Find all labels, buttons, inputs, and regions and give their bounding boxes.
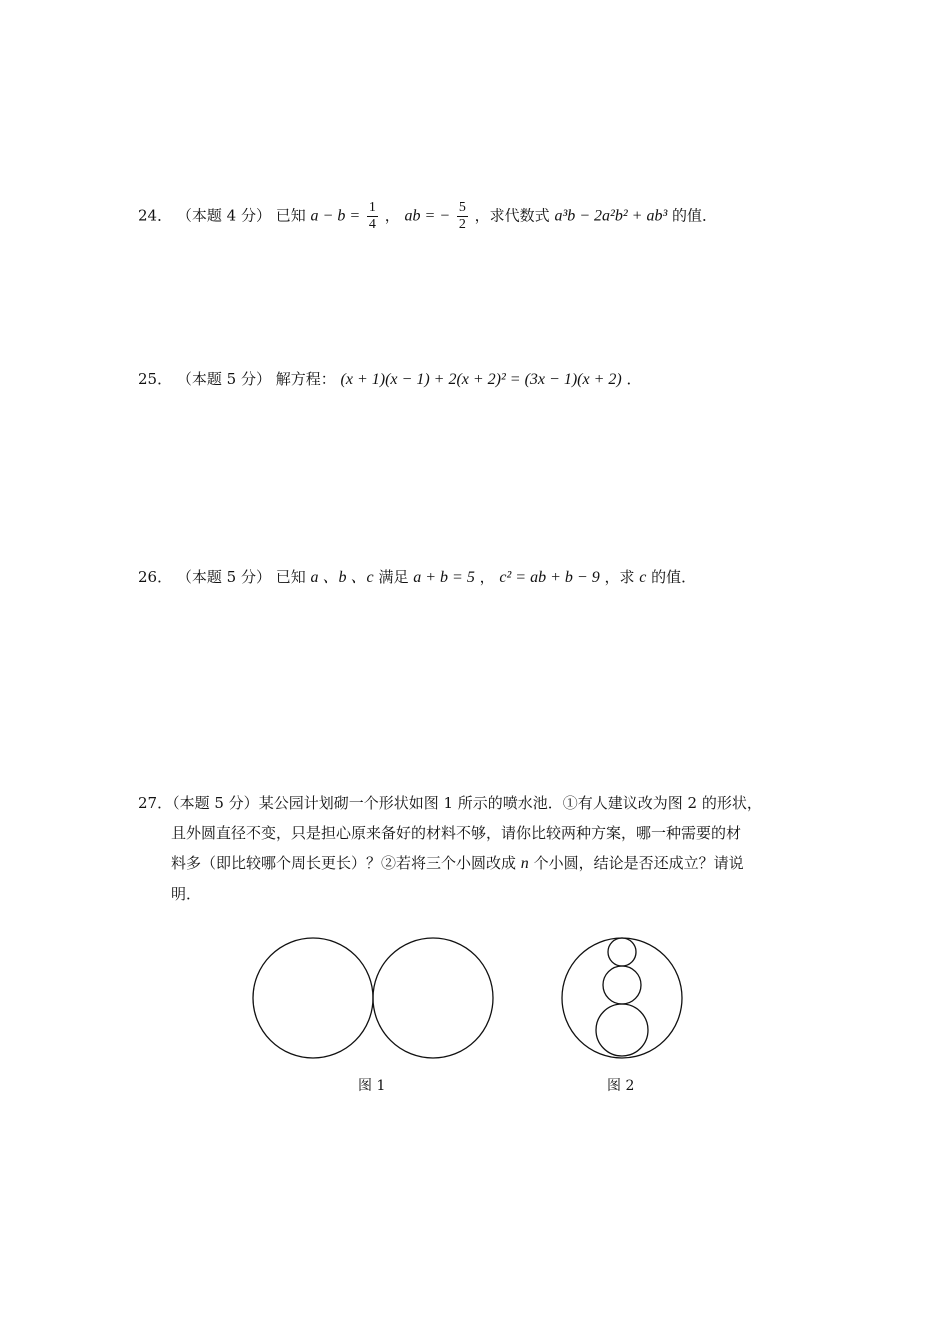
q26-vars: a 、b 、c xyxy=(310,569,374,586)
q27-var-n: n xyxy=(520,855,529,872)
fig2-small-circle-top xyxy=(608,938,636,966)
q26-text-mid2: ，求 xyxy=(604,568,635,586)
q26-cond2: c² = ab + b − 9 xyxy=(499,569,600,586)
fig1-right-circle xyxy=(373,938,493,1058)
q27-line3-pre: 料多（即比较哪个周长更长）？②若将三个小圆改成 xyxy=(171,854,517,872)
q25-equation: (x + 1)(x − 1) + 2(x + 2)² = (3x − 1)(x + 2) xyxy=(340,371,622,388)
q25-points: （本题 5 分） xyxy=(176,370,271,388)
q25-text-pre: 解方程： xyxy=(275,370,336,388)
q27-line1-text: 某公园计划砌一个形状如图 1 所示的喷水池．①有人建议改为图 2 的形状， xyxy=(258,794,762,812)
fig2-caption: 图 2 xyxy=(607,1078,635,1094)
q27-line-3 xyxy=(138,848,838,879)
figure-1 xyxy=(253,938,493,1058)
q26-points: （本题 5 分） xyxy=(176,568,271,586)
figure-2 xyxy=(562,938,682,1058)
q24-cond1-fraction xyxy=(367,200,378,233)
q24-text-pre: 已知 xyxy=(275,206,306,225)
q24-cond2-numerator: 5 xyxy=(458,200,466,215)
figures-area xyxy=(240,930,710,1110)
q24-cond2-denominator: 2 xyxy=(458,217,466,232)
q24-cond2-fraction xyxy=(457,200,468,233)
q26-text-mid1: 满足 xyxy=(378,568,409,586)
q27-points: （本题 5 分） xyxy=(172,794,259,812)
q24-points: （本题 4 分） xyxy=(176,206,271,225)
fig2-outer-circle xyxy=(562,938,682,1058)
q26-number: 26． xyxy=(138,568,173,586)
question-25 xyxy=(138,369,642,390)
q24-sep1: ， xyxy=(384,206,400,225)
q24-cond1-denominator: 4 xyxy=(368,217,376,232)
q26-cond1: a + b = 5 xyxy=(413,569,475,586)
fig2-small-circle-bottom xyxy=(596,1004,648,1056)
fig1-caption: 图 1 xyxy=(358,1078,386,1094)
q24-expression: a³b − 2a²b² + ab³ xyxy=(554,207,668,225)
q27-line3-post: 个小圆，结论是否还成立？请说 xyxy=(533,854,744,872)
q24-text-post: 的值． xyxy=(672,206,718,225)
q24-number: 24． xyxy=(138,206,173,225)
q25-number: 25． xyxy=(138,370,173,388)
q27-line-1 xyxy=(138,788,838,818)
figures-svg xyxy=(240,930,710,1070)
q26-text-post: 的值． xyxy=(651,568,697,586)
q24-cond1-numerator: 1 xyxy=(368,200,376,215)
q26-text-pre: 已知 xyxy=(275,568,306,586)
fig1-left-circle xyxy=(253,938,373,1058)
question-24 xyxy=(138,200,717,233)
fig2-small-circle-middle xyxy=(603,966,641,1004)
q26-sep1: ， xyxy=(479,568,495,586)
q27-line-4: 明． xyxy=(171,885,202,903)
q24-cond2-lhs: ab = − xyxy=(404,207,451,225)
q26-var-c: c xyxy=(639,569,647,586)
q27-line-2: 且外圆直径不变，只是担心原来备好的材料不够，请你比较两种方案，哪一种需要的材 xyxy=(171,824,742,842)
q27-number: 27． xyxy=(138,794,173,812)
question-26 xyxy=(138,567,696,588)
q25-text-post: ． xyxy=(626,370,642,388)
q24-text-mid: ，求代数式 xyxy=(474,206,550,225)
question-27 xyxy=(138,788,838,909)
q24-cond1-lhs: a − b = xyxy=(310,207,361,225)
